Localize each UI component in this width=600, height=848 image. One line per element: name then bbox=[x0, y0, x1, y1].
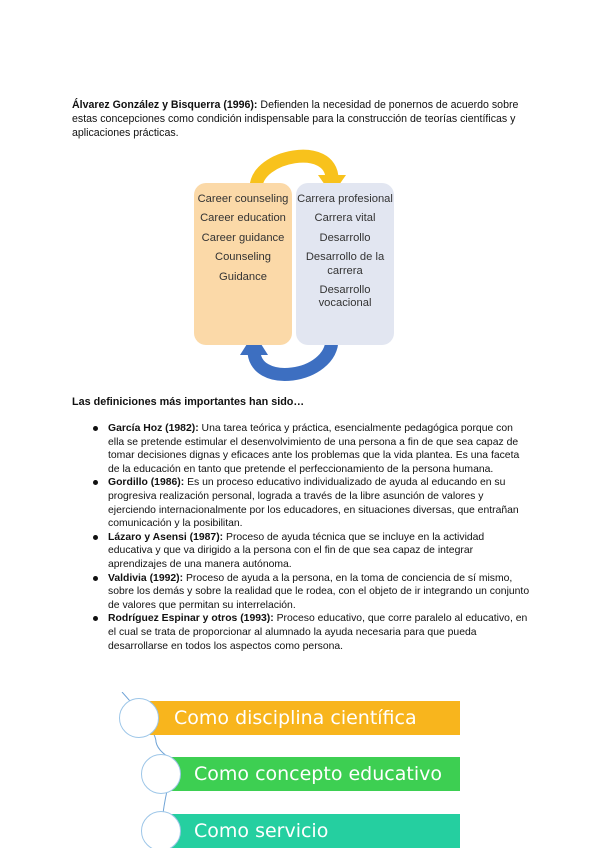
right-item: Carrera profesional bbox=[297, 193, 393, 205]
bar-disciplina: Como disciplina científica bbox=[150, 701, 460, 735]
bar-circle-icon bbox=[141, 754, 181, 794]
guidance-bar-diagram bbox=[110, 692, 490, 848]
definition-author: Rodríguez Espinar y otros (1993): bbox=[108, 613, 274, 625]
left-item: Guidance bbox=[219, 270, 267, 283]
definition-item bbox=[91, 422, 531, 476]
cycle-diagram bbox=[182, 143, 400, 383]
bar-concepto: Como concepto educativo bbox=[170, 757, 460, 791]
definition-text: Proceso educativo, que corre paralelo al educativo, en el cual se trata de proporcionar al alumnado la ayuda necesaria para que pueda desarrollarse en todos los aspectos como persona. bbox=[108, 613, 528, 652]
definition-text: Proceso de ayuda técnica que se incluye en la actividad educativa y que va dirigido a la persona con el fin de que sea capaz de integrar aprendizajes de una manera autónoma. bbox=[108, 531, 485, 570]
left-item: Career guidance bbox=[201, 231, 285, 244]
definition-item bbox=[91, 612, 531, 653]
definition-item bbox=[91, 531, 531, 572]
left-item: Career counseling bbox=[197, 193, 289, 205]
right-item: Carrera vital bbox=[314, 212, 376, 225]
intro-author: Álvarez González y Bisquerra (1996): bbox=[72, 99, 258, 111]
bar-circle-icon bbox=[119, 698, 159, 738]
definition-author: Valdivia (1992): bbox=[108, 572, 184, 584]
right-concepts-box bbox=[296, 183, 394, 345]
bar-servicio: Como servicio bbox=[170, 814, 460, 848]
right-item: Desarrollo bbox=[319, 231, 371, 244]
definition-item bbox=[91, 476, 531, 530]
definition-text: Es un proceso educativo individualizado de ayuda al educando en su progresiva realización personal, lograda a través de la libre asunción de valores y ejerciendo internacionalmente por los educadores, en situaciones diversas, que entrañan comunicación y la posibilitan. bbox=[108, 477, 519, 530]
intro-paragraph bbox=[72, 98, 532, 141]
definition-item bbox=[91, 572, 531, 613]
right-item: Desarrollo vocacional bbox=[318, 284, 372, 310]
definition-author: Gordillo (1986): bbox=[108, 477, 185, 489]
right-item: Desarrollo de la carrera bbox=[305, 251, 385, 277]
definitions-heading: Las definiciones más importantes han sido… bbox=[72, 396, 305, 408]
left-item: Counseling bbox=[215, 251, 271, 264]
definition-text: Proceso de ayuda a la persona, en la toma de conciencia de sí mismo, sobre los demás y sobre la realidad que le rodea, con el objeto de ir integrando un conjunto de valores que permitan su interrelación. bbox=[108, 572, 530, 611]
left-item: Career education bbox=[200, 212, 286, 225]
definition-author: Lázaro y Asensi (1987): bbox=[108, 531, 224, 543]
left-concepts-box bbox=[194, 183, 292, 345]
definition-author: García Hoz (1982): bbox=[108, 423, 199, 434]
bar-circle-icon bbox=[141, 811, 181, 848]
definition-text: Una tarea teórica y práctica, esencialmente pedagógica porque con ella se pretende estimular el desenvolvimiento de una persona a fin de que sea capaz de tomar decisiones dignas y eficaces ante los problemas que la vida plantea. Es una faceta de la educación en tanto que pretende el perfeccionamiento de la persona humana. bbox=[108, 423, 520, 475]
intro-text: Defienden la necesidad de ponernos de acuerdo sobre estas concepciones como condición indispensable para la construcción de teorías científicas y aplicaciones prácticas. bbox=[72, 99, 519, 140]
definitions-list bbox=[91, 422, 531, 653]
